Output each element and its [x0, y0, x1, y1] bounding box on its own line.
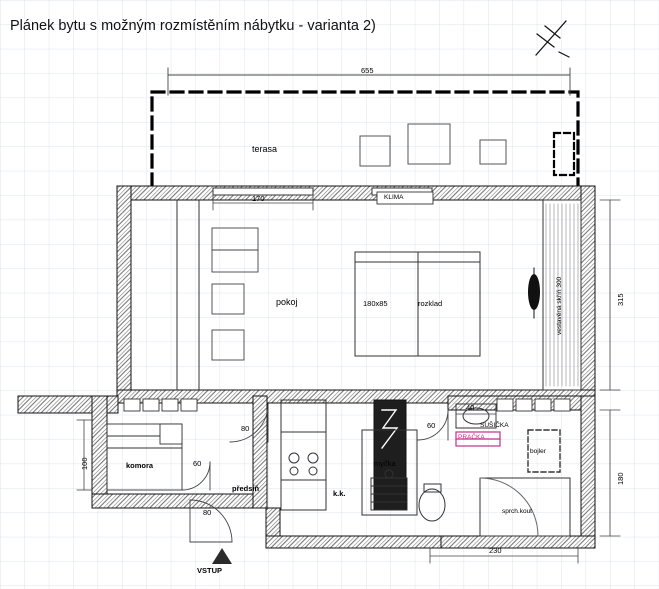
furniture-label-wardrobe: vestavěná skříň 300: [556, 276, 563, 335]
dimension-door-60-b: 60: [427, 421, 436, 430]
room-label-terasa: terasa: [252, 144, 278, 154]
dimension-terrace-door: 170: [252, 194, 265, 203]
room-label-komora: komora: [126, 461, 154, 470]
dimension-bottom-width: 230: [489, 546, 502, 555]
room-label-pokoj: pokoj: [276, 297, 298, 307]
dimension-door-80-b: 80: [203, 508, 212, 517]
furniture-label-table: 180x85: [363, 299, 388, 308]
dimension-right-lower: 180: [616, 472, 625, 485]
dimension-right-height: 315: [616, 293, 625, 306]
appliance-label-klima: KLIMA: [384, 194, 404, 201]
room-label-kk: k.k.: [333, 489, 346, 498]
fixture-label-shower: sprch.kout: [502, 508, 532, 515]
appliance-label-mycka: myčka: [374, 459, 396, 468]
dimension-door-60-a: 60: [193, 459, 202, 468]
appliance-label-susicka: SUŠIČKA: [480, 422, 509, 429]
dimension-niche-40: 40: [466, 403, 475, 412]
entrance-label: VSTUP: [197, 566, 223, 575]
dimension-top-width: 655: [361, 66, 374, 75]
page-title: Plánek bytu s možným rozmístěním nábytku - varianta 2): [10, 18, 376, 34]
appliance-label-pracka: PRAČKA: [458, 434, 485, 441]
furniture-label-rozklad: rozklad: [418, 299, 443, 308]
dimension-left-height: 100: [80, 457, 89, 470]
room-label-predsin: předsíň: [232, 484, 260, 493]
dimension-door-80-a: 80: [241, 424, 250, 433]
fixture-label-bojler: bojler: [530, 448, 546, 455]
